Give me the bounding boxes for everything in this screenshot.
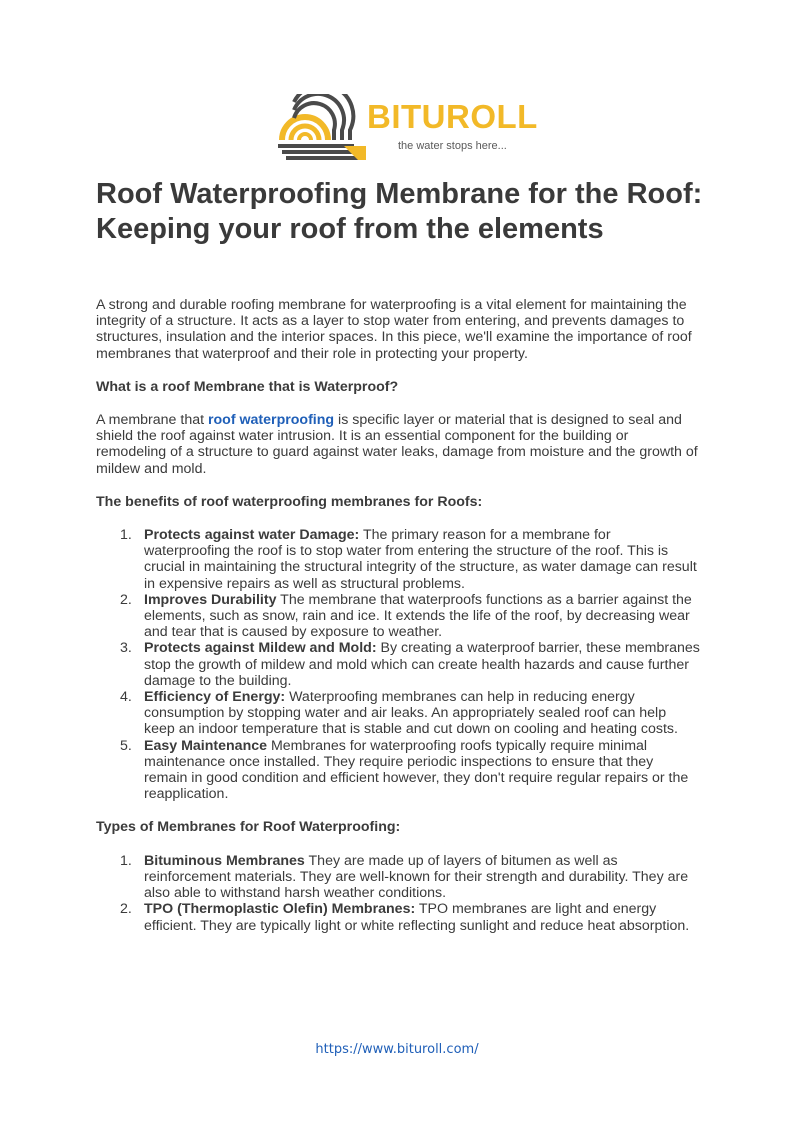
list-item: 4. Efficiency of Energy: Waterproofing membranes can help in reducing energy consumption by stopping water and air leaks. An appropriately sealed roof can help keep an indoor temperature that is stable and cut down on cooling and heating costs. — [120, 689, 678, 738]
list-item: 1. Bituminous Membranes They are made up of layers of bitumen as well as reinforcement materials. They are well-known for their strength and durability. They are also able to withstand harsh weather conditions. — [120, 852, 689, 902]
brand-logo — [274, 94, 538, 162]
section-heading-what-is: What is a roof Membrane that is Waterproof? — [96, 378, 399, 395]
list-item: 3. Protects against Mildew and Mold: By creating a waterproof barrier, these membranes stop the growth of mildew and mold which can create health hazards and cause further damage to the building. — [120, 640, 700, 689]
list-item: 2. TPO (Thermoplastic Olefin) Membranes: TPO membranes are light and energy efficient. They are typically light or white reflecting sunlight and reduce heat absorption. — [120, 901, 690, 934]
footer-url[interactable]: https://www.bituroll.com/ — [315, 1042, 479, 1057]
intro-paragraph: A strong and durable roofing membrane for waterproofing is a vital element for maintaining the integrity of a structure. It acts as a layer to stop water from entering, and prevents damages to structures, insulation and the interior spaces. In this piece, we'll examine the importance of roof membranes that waterproof and their role in protecting your property. — [96, 297, 692, 362]
section-heading-benefits: The benefits of roof waterproofing membranes for Roofs: — [96, 493, 483, 510]
roof-waterproofing-link[interactable]: roof waterproofing — [207, 412, 335, 429]
benefits-list — [96, 527, 700, 802]
roll-icon — [274, 94, 366, 162]
brand-name: BITUROLL — [367, 98, 538, 135]
types-list — [96, 853, 700, 934]
list-item: 1. Protects against water Damage: The primary reason for a membrane for waterproofing the roof is to stop water from entering the structure of the roof. This is crucial in maintaining the structural integrity of the structure, as water damage can result in expensive repairs as well as structural problems. — [120, 527, 697, 592]
article-body — [96, 297, 700, 934]
brand-tagline: the water stops here... — [398, 140, 507, 152]
page-title: Roof Waterproofing Membrane for the Roof: Keeping your roof from the elements — [96, 178, 703, 245]
list-item: 2. Improves Durability The membrane that waterproofs functions as a barrier against the elements, such as snow, rain and ice. It extends the life of the roof, by decreasing wear and tear that is caused by exposure to weather. — [120, 591, 692, 641]
definition-paragraph: A membrane that roof waterproofing is specific layer or material that is designed to seal and shield the roof against water intrusion. It is an essential component for the building or remodeling of a structure to guard against water leaks, damage from moisture and the growth of mildew and mold. — [96, 412, 698, 477]
list-item: 5. Easy Maintenance Membranes for waterproofing roofs typically require minimal maintenance once installed. They require periodic inspections to ensure that they remain in good condition and efficient however, they don't require regular repairs or the reapplication. — [120, 737, 689, 803]
section-heading-types: Types of Membranes for Roof Waterproofing: — [96, 819, 401, 836]
